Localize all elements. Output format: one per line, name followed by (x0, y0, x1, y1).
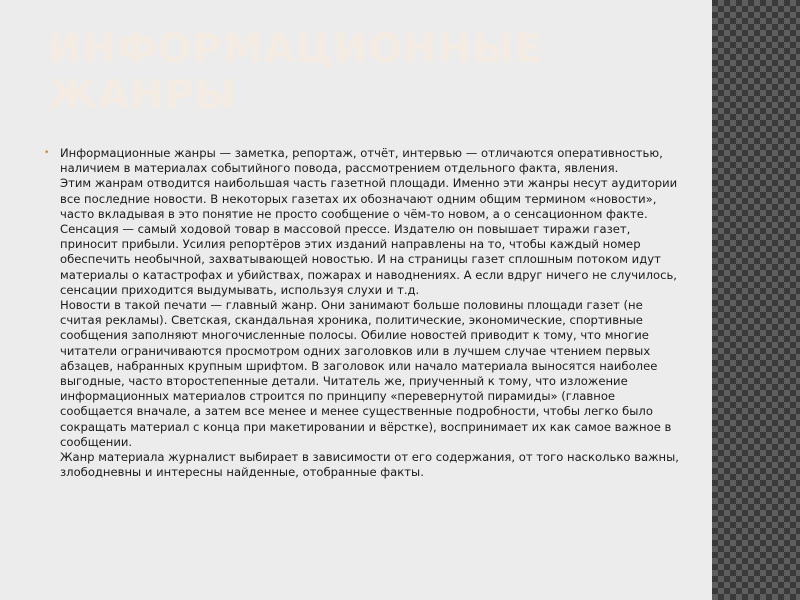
paragraph-1: Информационные жанры — заметка, репортаж, отчёт, интервью — отличаются оперативностью, наличием в материалах событийного повода, рассмотрением отдельного факта, явления. (60, 146, 663, 176)
slide-body (44, 146, 684, 480)
body-text (60, 146, 684, 480)
paragraph-5: Жанр материала журналист выбирает в зависимости от его содержания, от того насколько важны, злободневны и интересны найденные, отобранные факты. (60, 450, 679, 480)
slide-title-line-2: ЖАНРЫ (48, 72, 238, 118)
decorative-side-panel (712, 0, 800, 600)
paragraph-3: Сенсация — самый ходовой товар в массовой прессе. Издателю он повышает тиражи газет, приносит прибыли. Усилия репортёров этих изданий направлены на то, чтобы каждый номер обеспечить необычной, захватывающей новостью. И на страницы газет сплошным потоком идут материалы о катастрофах и убийствах, пожарах и наводнениях. А если вдруг ничего не случилось, сенсации приходится выдумывать, используя слухи и т.д. (60, 222, 677, 297)
paragraph-4: Новости в такой печати — главный жанр. Они занимают больше половины площади газет (не считая рекламы). Светская, скандальная хроника, политические, экономические, спортивные сообщения заполняют многочисленные полосы. Обилие новостей приводит к тому, что многие читатели ограничиваются просмотром одних заголовков или в лучшем случае чтением первых абзацев, набранных крупным шрифтом. В заголовок или начало материала выносятся наиболее выгодные, часто второстепенные детали. Читатель же, приученный к тому, что изложение информационных материалов строится по принципу «перевернутой пирамиды» (главное сообщается вначале, а затем все менее и менее существенные подробности, чтобы легко было сокращать материал с конца при макетировании и вёрстке), воспринимает их как самое важное в сообщении. (60, 298, 672, 449)
slide-title (48, 26, 688, 118)
paragraph-2: Этим жанрам отводится наибольшая часть газетной площади. Именно эти жанры несут аудитории все последние новости. В некоторых газетах их обозначают одним общим термином «новости», часто вкладывая в это понятие не просто сообщение о чём-то новом, а о сенсационном факте. (60, 176, 678, 221)
bullet-icon: • (44, 148, 50, 158)
slide-title-line-1: ИНФОРМАЦИОННЫЕ (48, 26, 544, 72)
